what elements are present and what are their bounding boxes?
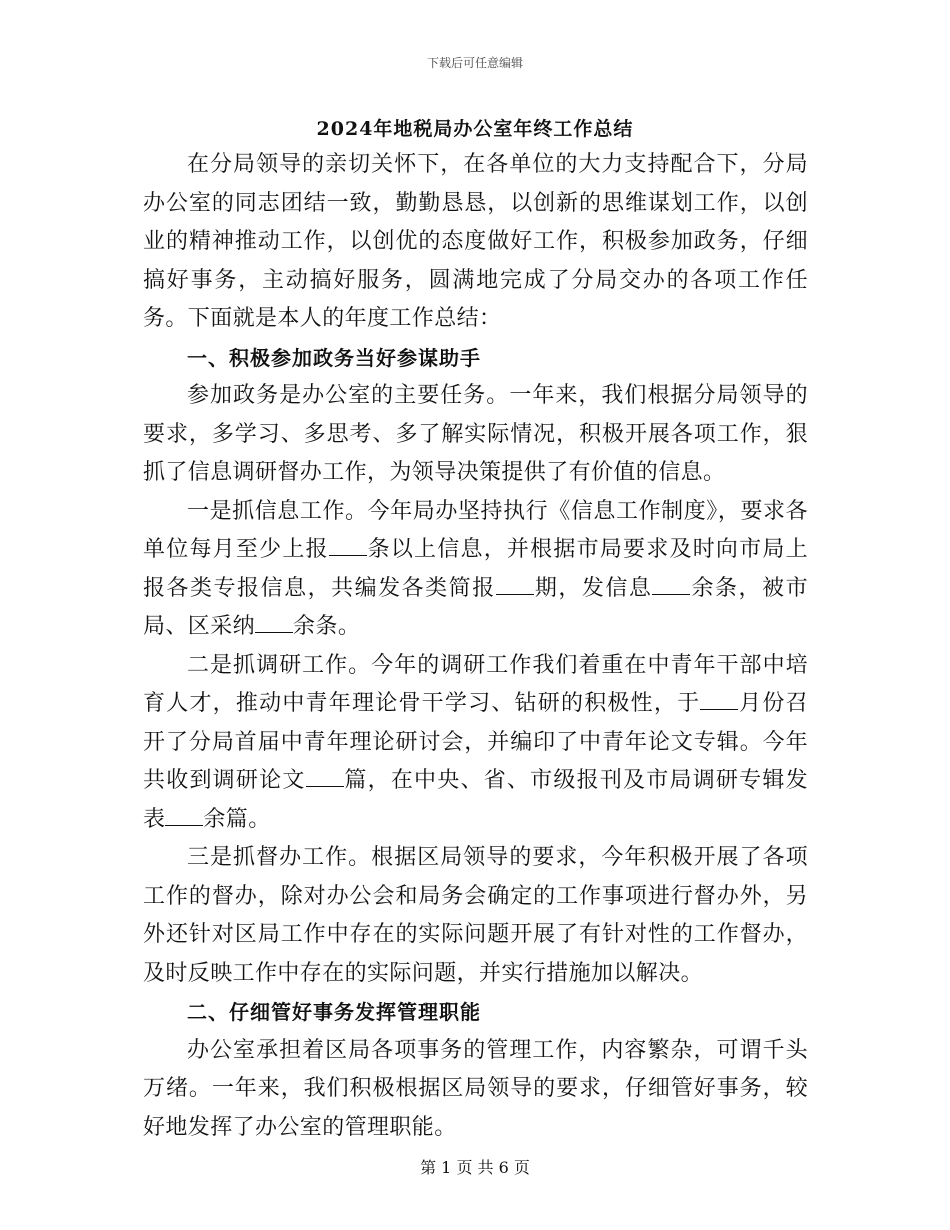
document-title: 2024年地税局办公室年终工作总结 [316, 118, 634, 140]
paragraph-text: 月份召开了分局首届中青年理论研讨会，并编印了中青年论文专辑。今年共收到调研论文 [143, 691, 808, 793]
paragraph-text: 二、仔细管好事务发挥管理职能 [187, 1000, 481, 1024]
page-number-footer: 第 1 页 共 6 页 [420, 1158, 530, 1177]
body-paragraph [143, 839, 808, 993]
fill-in-blank [306, 770, 344, 787]
paragraph-text: 一、积极参加政务当好参谋助手 [187, 345, 481, 370]
body-paragraph [143, 493, 808, 647]
paragraph-text: 二是抓调研工作。今年的调研工作我们着重在中青年干部中培育人才，推动中青年理论骨干学习、钻研的积极性，于 [143, 652, 808, 716]
paragraph-text: 余条。 [293, 614, 361, 639]
fill-in-blank [165, 809, 203, 826]
paragraph-text: 篇，在中央、省、市级报刊及市局调研专辑发表 [143, 768, 808, 832]
section-heading [143, 993, 808, 1032]
document-body [143, 146, 808, 1147]
paragraph-text: 三是抓督办工作。根据区局领导的要求，今年积极开展了各项工作的督办，除对办公会和局务会确定的工作事项进行督办外，另外还针对区局工作中存在的实际问题开展了有针对性的工作督办，及时反映工作中存在的实际问题，并实行措施加以解决。 [143, 845, 808, 986]
paragraph-text: 一是抓信息工作。今年局办坚持执行《信息工作制度》，要求各单位每月至少上报 [143, 498, 808, 562]
fill-in-blank [652, 578, 690, 595]
body-paragraph [143, 1032, 808, 1148]
fill-in-blank [700, 693, 738, 710]
fill-in-blank [329, 539, 367, 556]
paragraph-text: 条以上信息，并根据市局要求及时向市局上报各类专报信息，共编发各类简报 [143, 537, 808, 601]
page-header: 下载后可任意编辑 [426, 56, 523, 70]
paragraph-text: 期，发信息 [533, 575, 653, 601]
paragraph-text: 余篇。 [203, 806, 271, 832]
body-paragraph [143, 146, 808, 339]
body-paragraph [143, 647, 808, 840]
paragraph-text: 在分局领导的亲切关怀下，在各单位的大力支持配合下，分局办公室的同志团结一致，勤勤恳恳，以创新的思维谋划工作，以创业的精神推动工作，以创优的态度做好工作，积极参加政务，仔细搞好事务，主动搞好服务，圆满地完成了分局交办的各项工作任务。下面就是本人的年度工作总结： [143, 152, 808, 331]
body-paragraph [143, 377, 808, 493]
section-heading [143, 339, 808, 378]
fill-in-blank [496, 578, 534, 595]
paragraph-text: 参加政务是办公室的主要任务。一年来，我们根据分局领导的要求，多学习、多思考、多了解实际情况，积极开展各项工作，狠抓了信息调研督办工作，为领导决策提供了有价值的信息。 [143, 383, 808, 485]
paragraph-text: 余条，被市局、区采纳 [143, 575, 808, 639]
paragraph-text: 办公室承担着区局各项事务的管理工作，内容繁杂，可谓千头万绪。一年来，我们积极根据区局领导的要求，仔细管好事务，较好地发挥了办公室的管理职能。 [143, 1037, 808, 1140]
fill-in-blank [255, 616, 293, 633]
